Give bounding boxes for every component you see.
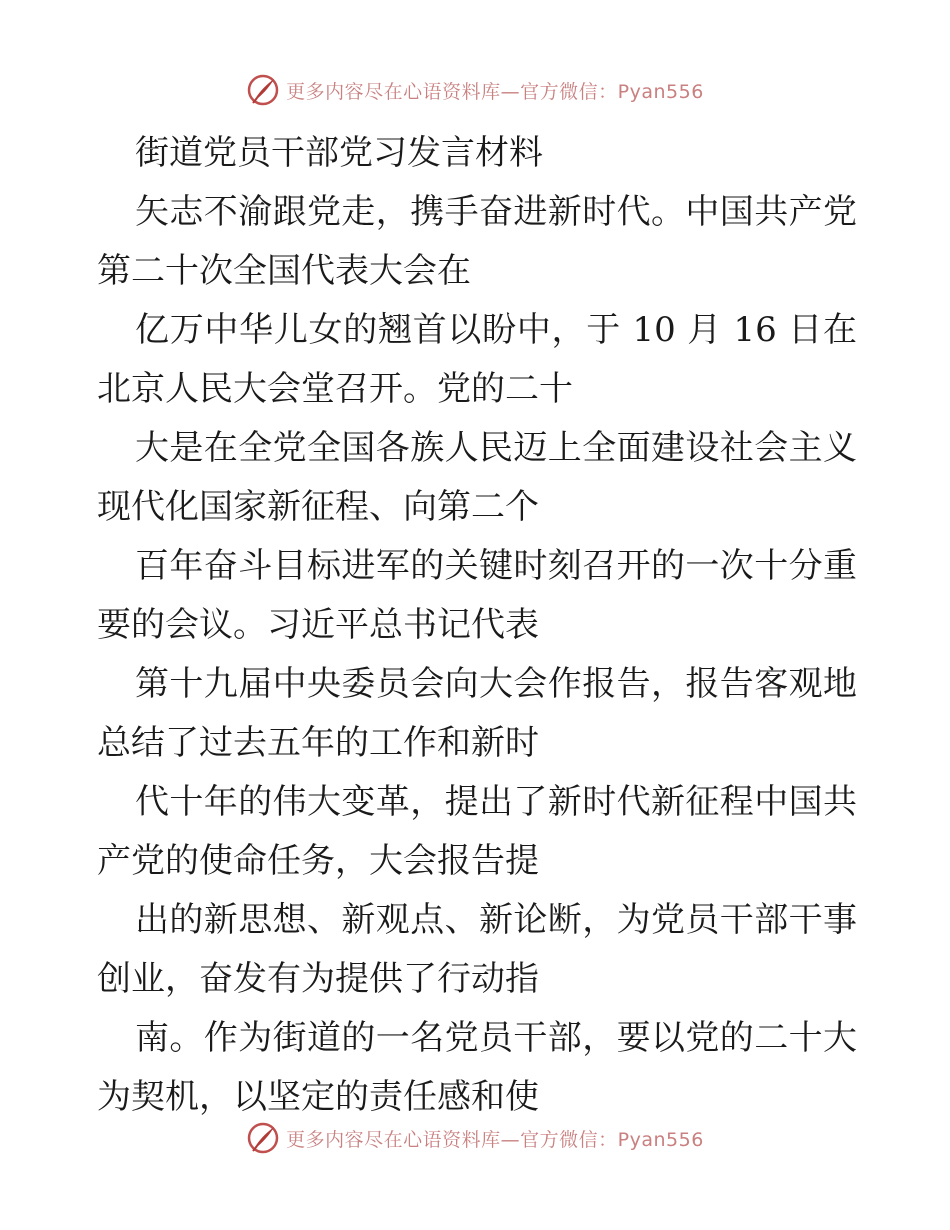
text-line: 出的新思想、新观点、新论断，为党员干部干事 [135, 900, 857, 940]
text-line: 产党的使命任务，大会报告提 [97, 841, 539, 881]
text-line: 为契机，以坚定的责任感和使 [97, 1077, 539, 1117]
text-line: 南。作为街道的一名党员干部，要以党的二十大 [135, 1018, 857, 1058]
text-line: 第二十次全国代表大会在 [97, 251, 471, 291]
text-line: 大是在全党全国各族人民迈上全面建设社会主义 [135, 428, 857, 468]
text-line: 创业，奋发有为提供了行动指 [97, 959, 539, 999]
header-banner [0, 70, 950, 110]
header-banner-text: 更多内容尽在心语资料库—官方微信：Pyan556 [286, 80, 704, 103]
text-line: 北京人民大会堂召开。党的二十 [97, 369, 573, 409]
text-line: 矢志不渝跟党走，携手奋进新时代。中国共产党 [135, 192, 857, 232]
text-line: 第十九届中央委员会向大会作报告，报告客观地 [135, 664, 857, 704]
footer-banner [0, 1118, 950, 1158]
footer-banner-text: 更多内容尽在心语资料库—官方微信：Pyan556 [286, 1128, 704, 1151]
text-line: 代十年的伟大变革，提出了新时代新征程中国共 [135, 782, 857, 822]
red-quill-logo-icon [246, 1121, 280, 1155]
red-quill-logo-icon [246, 73, 280, 107]
text-line: 要的会议。习近平总书记代表 [97, 605, 539, 645]
document-title: 街道党员干部党习发言材料 [135, 133, 543, 173]
text-line: 总结了过去五年的工作和新时 [97, 723, 539, 763]
text-line: 百年奋斗目标进军的关键时刻召开的一次十分重 [135, 546, 857, 586]
text-line: 亿万中华儿女的翘首以盼中，于 10 月 16 日在 [135, 310, 857, 350]
document-body [97, 124, 857, 1127]
text-line: 现代化国家新征程、向第二个 [97, 487, 539, 527]
